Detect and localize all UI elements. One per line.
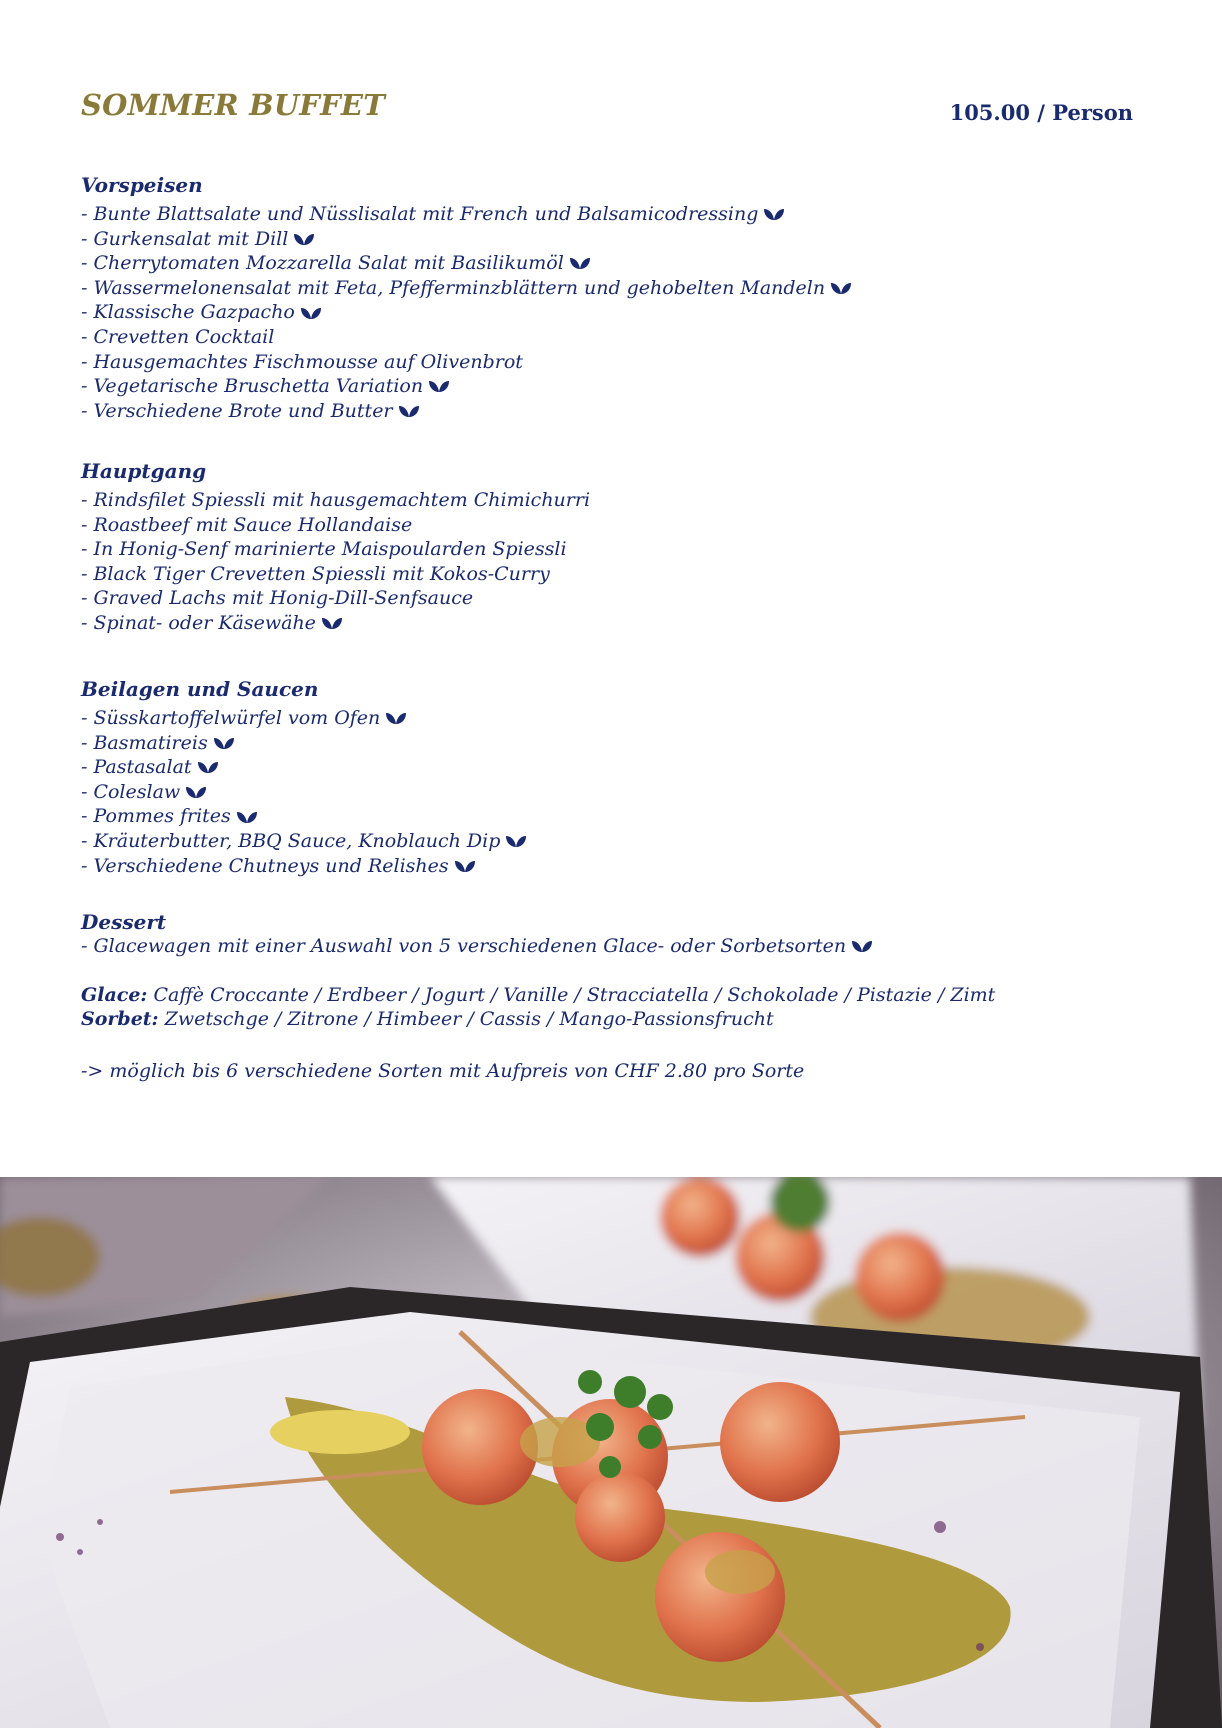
menu-item-text: - Glacewagen mit einer Auswahl von 5 verschiedenen Glace- oder Sorbetsorten (81, 935, 847, 957)
leaf-icon (454, 859, 476, 873)
menu-item-text: - Graved Lachs mit Honig-Dill-Senfsauce (81, 587, 474, 610)
menu-item-text: - Pastasalat (81, 756, 192, 779)
menu-item (81, 513, 590, 538)
menu-item-text: - Pommes frites (81, 805, 231, 828)
menu-item-text: - Bunte Blattsalate und Nüsslisalat mit French und Balsamicodressing (81, 203, 759, 225)
menu-item-text: - Spinat- oder Käsewähe (81, 611, 316, 634)
leaf-icon (851, 939, 873, 953)
menu-item (81, 202, 852, 227)
leaf-icon (293, 232, 315, 246)
menu-item-text: - Vegetarische Bruschetta Variation (81, 375, 424, 398)
shrimp-skewer-photo (0, 1177, 1222, 1728)
glace-list: Caffè Croccante / Erdbeer / Jogurt / Vanille / Stracciatella / Schokolade / Pistazie / Zimt (153, 983, 996, 1006)
section-heading: Dessert (81, 910, 167, 934)
menu-item-text: - Coleslaw (81, 780, 181, 803)
menu-item (81, 934, 995, 959)
section-vorspeisen (81, 170, 852, 423)
menu-item-text: - Wassermelonensalat mit Feta, Pfefferminzblättern und gehobelten Mandeln (81, 276, 826, 299)
menu-item (81, 251, 852, 276)
menu-item (81, 854, 527, 879)
section-hauptgang (81, 456, 590, 636)
menu-item (81, 586, 590, 611)
leaf-icon (398, 404, 420, 418)
leaf-icon (213, 736, 235, 750)
menu-item (81, 780, 527, 805)
glace-label: Glace: (81, 983, 148, 1006)
leaf-icon (505, 834, 527, 848)
section-dessert (81, 910, 995, 1032)
menu-item (81, 276, 852, 301)
section-heading: Vorspeisen (81, 173, 203, 197)
leaf-icon (428, 379, 450, 393)
section-beilagen (81, 674, 527, 878)
menu-item (81, 562, 590, 587)
menu-item (81, 706, 527, 731)
sorbet-flavors (81, 1007, 995, 1032)
leaf-icon (385, 711, 407, 725)
menu-item-text: - Gurkensalat mit Dill (81, 227, 289, 250)
menu-item (81, 537, 590, 562)
leaf-icon (197, 760, 219, 774)
menu-item (81, 488, 590, 513)
menu-item (81, 325, 852, 350)
menu-item-text: - Cherrytomaten Mozzarella Salat mit Basilikumöl (81, 252, 564, 275)
menu-item (81, 399, 852, 424)
section-heading: Beilagen und Saucen (81, 677, 319, 701)
section-heading: Hauptgang (81, 459, 207, 483)
menu-item (81, 829, 527, 854)
menu-item-text: - Basmatireis (81, 731, 208, 754)
menu-item-text: - Crevetten Cocktail (81, 325, 275, 348)
menu-item-text: - Verschiedene Chutneys und Relishes (81, 854, 449, 877)
sorbet-label: Sorbet: (81, 1008, 159, 1031)
menu-item (81, 731, 527, 756)
leaf-icon (321, 616, 343, 630)
menu-item-text: - Verschiedene Brote und Butter (81, 399, 393, 422)
menu-list (81, 488, 590, 636)
glace-flavors (81, 983, 995, 1008)
leaf-icon (763, 207, 785, 221)
menu-item (81, 804, 527, 829)
menu-list (81, 934, 995, 959)
leaf-icon (569, 256, 591, 270)
menu-list (81, 706, 527, 878)
menu-item (81, 374, 852, 399)
flavor-note: -> möglich bis 6 verschiedene Sorten mit Aufpreis von CHF 2.80 pro Sorte (81, 1060, 805, 1082)
menu-item-text: - Süsskartoffelwürfel vom Ofen (81, 707, 381, 729)
leaf-icon (236, 810, 258, 824)
menu-item-text: - Kräuterbutter, BBQ Sauce, Knoblauch Dip (81, 829, 501, 852)
menu-item (81, 350, 852, 375)
menu-item-text: - Roastbeef mit Sauce Hollandaise (81, 513, 413, 536)
menu-item (81, 611, 590, 636)
menu-list (81, 202, 852, 423)
menu-item-text: - Black Tiger Crevetten Spiessli mit Kokos-Curry (81, 562, 550, 585)
menu-item (81, 227, 852, 252)
menu-item-text: - Klassische Gazpacho (81, 301, 295, 324)
menu-title: SOMMER BUFFET (81, 88, 385, 122)
menu-item (81, 300, 852, 325)
sorbet-list: Zwetschge / Zitrone / Himbeer / Cassis / Mango-Passionsfrucht (164, 1008, 774, 1031)
leaf-icon (830, 281, 852, 295)
price-per-person: 105.00 / Person (949, 100, 1133, 125)
menu-item-text: - Rindsfilet Spiessli mit hausgemachtem Chimichurri (81, 489, 591, 511)
menu-item (81, 755, 527, 780)
menu-item-text: - In Honig-Senf marinierte Maispoularden Spiessli (81, 538, 567, 561)
leaf-icon (300, 306, 322, 320)
leaf-icon (185, 785, 207, 799)
menu-item-text: - Hausgemachtes Fischmousse auf Olivenbrot (81, 350, 523, 373)
